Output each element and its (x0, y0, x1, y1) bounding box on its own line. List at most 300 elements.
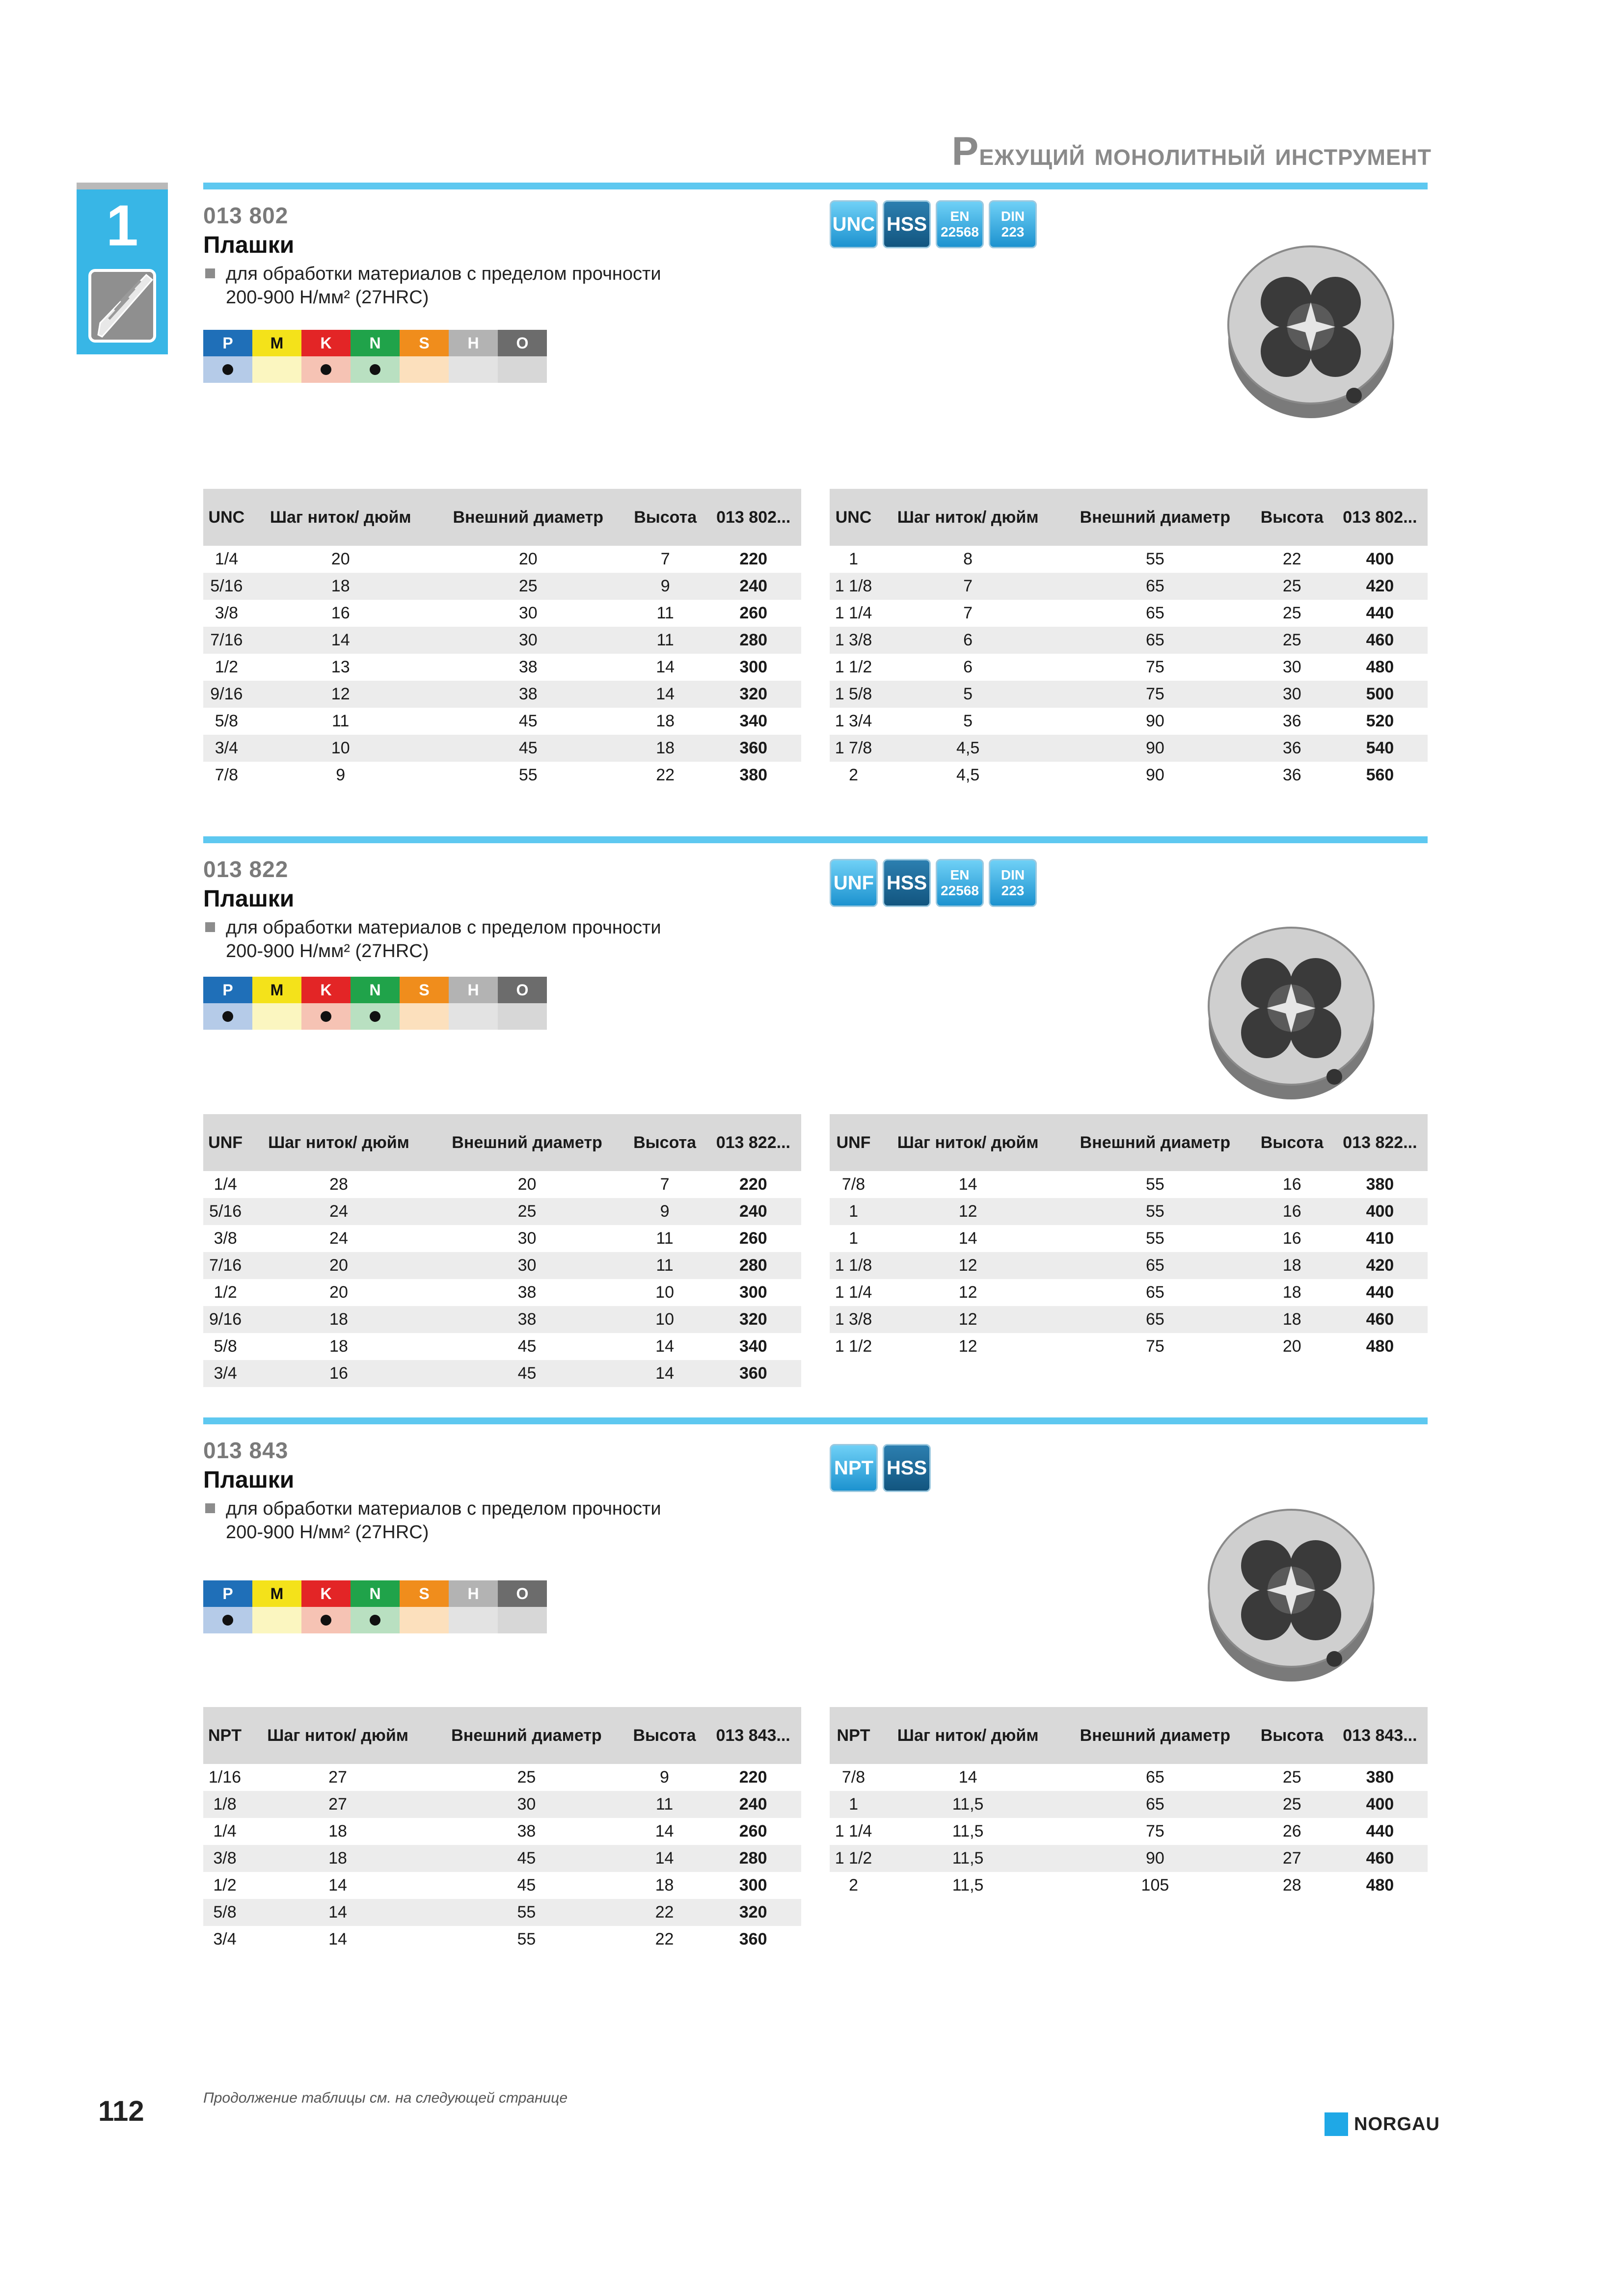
article-number-cell: 400 (1366, 550, 1394, 568)
article-number-cell: 560 (1366, 766, 1394, 784)
table-row (203, 1171, 801, 1198)
table-cell: 7/8 (841, 1768, 866, 1787)
table-cell: 55 (1146, 1229, 1164, 1248)
table-cell: 1 3/8 (830, 1306, 877, 1333)
table-cell: 38 (518, 658, 538, 676)
table-cell: 14 (624, 1845, 705, 1872)
table-cell: 1/16 (208, 1768, 242, 1787)
table-cell: 1 1/4 (835, 1283, 872, 1302)
table-cell: 7 (877, 573, 1058, 600)
brand-name: NORGAU (1354, 2113, 1440, 2135)
column-header: Внешний диаметр (432, 489, 625, 546)
table-row (203, 1252, 801, 1279)
table-cell: 1/2 (213, 1876, 237, 1895)
table-cell: 18 (625, 735, 706, 762)
table-row (203, 1306, 801, 1333)
table-cell: 1 1/2 (835, 658, 872, 676)
material-s-cell (400, 1607, 449, 1633)
table-cell: 16 (331, 604, 350, 622)
table-cell: 38 (430, 1306, 624, 1333)
material-k-cell (301, 1003, 351, 1030)
table-row (830, 1171, 1428, 1198)
table-cell: 11 (625, 627, 706, 654)
material-h-cell (449, 356, 498, 383)
article-number-cell: 420 (1332, 1252, 1428, 1279)
article-number-cell: 240 (705, 1198, 801, 1225)
table-cell: 14 (246, 1899, 429, 1926)
table-row (830, 1198, 1428, 1225)
table-cell: 12 (877, 1306, 1058, 1333)
table-cell: 36 (1282, 712, 1301, 730)
table-cell: 14 (328, 1930, 347, 1949)
table-cell: 1 1/2 (835, 1337, 872, 1356)
applicable-dot-icon (370, 364, 380, 375)
section-3-name: Плашки (203, 1467, 295, 1493)
table-cell: 55 (1146, 550, 1164, 568)
article-number-cell: 480 (1366, 1337, 1394, 1356)
table-cell: 1 1/8 (830, 573, 877, 600)
material-n-cell (351, 356, 400, 383)
article-number-cell: 360 (739, 1930, 767, 1949)
table-row (203, 1791, 801, 1818)
section-3-badges (830, 1444, 931, 1492)
table-cell: 22 (624, 1899, 705, 1926)
table-cell: 1/4 (213, 1822, 237, 1841)
column-header: Внешний диаметр (1058, 1114, 1251, 1171)
table-cell: 1 (849, 1229, 858, 1248)
material-k-header: K (301, 330, 351, 356)
table-cell: 14 (656, 658, 675, 676)
material-s-header: S (400, 1580, 449, 1607)
column-header: UNF (830, 1114, 877, 1171)
material-s-header: S (400, 977, 449, 1003)
column-header: UNF (203, 1114, 247, 1171)
article-number-cell: 340 (739, 712, 768, 730)
page-header-title: Режущий монолитный инструмент (951, 129, 1432, 174)
table-row (830, 546, 1428, 573)
table-cell: 55 (518, 766, 538, 784)
table-cell: 1/4 (214, 1175, 237, 1194)
table-cell: 20 (247, 1252, 430, 1279)
article-number-cell: 220 (739, 1768, 767, 1787)
table-cell: 65 (1146, 604, 1164, 622)
table-cell: 20 (329, 1283, 348, 1302)
column-header: Высота (1252, 1114, 1332, 1171)
badge-din: DIN 223 (989, 200, 1037, 248)
table-cell: 90 (1058, 1845, 1251, 1872)
table-cell: 18 (656, 712, 675, 730)
badge-npt: NPT (830, 1444, 878, 1492)
table-cell: 1 1/2 (830, 1845, 877, 1872)
column-header: Шаг ниток/ дюйм (877, 1114, 1058, 1171)
table-cell: 24 (329, 1229, 348, 1248)
table-cell: 1 1/4 (835, 1822, 872, 1841)
table-row (830, 735, 1428, 762)
table-cell: 12 (877, 1252, 1058, 1279)
section-1-badges (830, 200, 1037, 248)
table-cell: 12 (958, 1337, 977, 1356)
material-k-header: K (301, 1580, 351, 1607)
article-number-cell: 240 (705, 1791, 801, 1818)
table-cell: 14 (655, 1337, 674, 1356)
table-cell: 75 (1058, 681, 1251, 708)
table-cell: 12 (958, 1283, 977, 1302)
table-row (203, 654, 801, 681)
table-cell: 25 (432, 573, 625, 600)
column-header: 013 843... (1332, 1707, 1428, 1764)
table-cell: 7/8 (215, 766, 238, 784)
table-row (830, 1791, 1428, 1818)
table-row (203, 708, 801, 735)
table-cell: 9/16 (203, 681, 250, 708)
table-cell: 5/16 (203, 573, 250, 600)
section-1-name: Плашки (203, 232, 295, 258)
chapter-number: 1 (106, 193, 138, 258)
column-header: Шаг ниток/ дюйм (877, 1707, 1058, 1764)
die-product-image (1217, 229, 1404, 427)
table-cell: 11 (624, 1791, 705, 1818)
section-3-table-left (203, 1707, 801, 1953)
table-cell: 30 (432, 627, 625, 654)
table-row (203, 681, 801, 708)
table-cell: 11,5 (877, 1845, 1058, 1872)
column-header: NPT (203, 1707, 246, 1764)
table-cell: 36 (1252, 735, 1332, 762)
table-cell: 16 (247, 1360, 430, 1387)
column-header: 013 843... (705, 1707, 801, 1764)
table-cell: 45 (517, 1876, 536, 1895)
table-row (830, 1252, 1428, 1279)
table-cell: 5 (877, 681, 1058, 708)
applicable-dot-icon (321, 364, 331, 375)
table-cell: 36 (1282, 766, 1301, 784)
column-header: 013 802... (1332, 489, 1428, 546)
table-cell: 9 (624, 1198, 705, 1225)
column-header: Внешний диаметр (429, 1707, 624, 1764)
article-number-cell: 300 (739, 1876, 767, 1895)
table-cell: 25 (1252, 627, 1332, 654)
table-cell: 38 (432, 681, 625, 708)
table-cell: 27 (1252, 1845, 1332, 1872)
table-cell: 75 (1146, 658, 1164, 676)
table-cell: 55 (1146, 1175, 1164, 1194)
section-2-name: Плашки (203, 886, 295, 912)
table-cell: 65 (1058, 627, 1251, 654)
column-header: Высота (625, 489, 706, 546)
table-cell: 14 (655, 1822, 674, 1841)
material-h-header: H (449, 1580, 498, 1607)
table-cell: 25 (1282, 1768, 1301, 1787)
table-cell: 20 (331, 550, 350, 568)
article-number-cell: 320 (705, 681, 801, 708)
table-cell: 14 (958, 1768, 977, 1787)
table-cell: 90 (1146, 766, 1164, 784)
chapter-tab-stripe (77, 183, 168, 189)
table-cell: 9 (336, 766, 346, 784)
article-number-cell: 410 (1366, 1229, 1394, 1248)
table-cell: 1 5/8 (830, 681, 877, 708)
material-o-cell (498, 1003, 547, 1030)
article-number-cell: 540 (1332, 735, 1428, 762)
table-cell: 10 (624, 1306, 705, 1333)
table-cell: 22 (1282, 550, 1301, 568)
table-row (203, 627, 801, 654)
table-row (203, 1279, 801, 1306)
table-row (830, 627, 1428, 654)
table-cell: 2 (849, 1876, 858, 1895)
table-cell: 1/8 (203, 1791, 246, 1818)
table-row (203, 1899, 801, 1926)
table-cell: 18 (246, 1845, 429, 1872)
column-header: Внешний диаметр (1058, 1707, 1251, 1764)
column-header: Высота (1252, 1707, 1332, 1764)
material-p-cell (203, 1003, 252, 1030)
table-cell: 20 (1282, 1337, 1301, 1356)
table-cell: 20 (517, 1175, 537, 1194)
article-number-cell: 400 (1332, 1791, 1428, 1818)
table-cell: 3/4 (203, 735, 250, 762)
table-cell: 45 (432, 735, 625, 762)
table-cell: 14 (250, 627, 432, 654)
material-h-cell (449, 1607, 498, 1633)
table-cell: 5/16 (203, 1198, 247, 1225)
table-cell: 1 (849, 550, 858, 568)
badge-din: DIN 223 (989, 859, 1037, 907)
section-1-material-grid (203, 330, 547, 383)
table-cell: 5/8 (203, 1899, 246, 1926)
table-cell: 30 (429, 1791, 624, 1818)
table-cell: 8 (963, 550, 973, 568)
table-row (830, 708, 1428, 735)
section-1-table-left (203, 489, 801, 789)
table-row (203, 546, 801, 573)
table-cell: 3/4 (213, 1930, 237, 1949)
table-cell: 2 (849, 766, 858, 784)
table-cell: 11 (624, 1252, 705, 1279)
table-row (830, 1845, 1428, 1872)
column-header: NPT (830, 1707, 877, 1764)
article-number-cell: 260 (739, 1822, 767, 1841)
column-header: UNC (203, 489, 250, 546)
material-p-cell (203, 356, 252, 383)
article-number-cell: 460 (1332, 627, 1428, 654)
applicable-dot-icon (222, 1011, 233, 1022)
badge-unc: UNC (830, 200, 878, 248)
section-2-description: для обработки материалов с пределом прочности 200-900 Н/мм² (27HRC) (205, 916, 745, 963)
table-cell: 11,5 (952, 1876, 984, 1895)
article-number-cell: 480 (1366, 1876, 1394, 1895)
material-o-cell (498, 1607, 547, 1633)
column-header: Высота (624, 1707, 705, 1764)
material-p-cell (203, 1607, 252, 1633)
section-3-description: для обработки материалов с пределом прочности 200-900 Н/мм² (27HRC) (205, 1497, 745, 1544)
article-number-cell: 500 (1332, 681, 1428, 708)
table-cell: 28 (329, 1175, 348, 1194)
table-cell: 9 (625, 573, 706, 600)
table-cell: 1/2 (214, 1283, 237, 1302)
table-cell: 10 (250, 735, 432, 762)
material-k-cell (301, 1607, 351, 1633)
table-row (830, 1225, 1428, 1252)
table-cell: 9 (660, 1768, 669, 1787)
table-cell: 25 (1252, 573, 1332, 600)
table-row (830, 1872, 1428, 1899)
column-header: 013 802... (705, 489, 801, 546)
table-cell: 18 (250, 573, 432, 600)
table-cell: 25 (1252, 1791, 1332, 1818)
table-cell: 16 (1252, 1198, 1332, 1225)
material-n-cell (351, 1607, 400, 1633)
column-header: Шаг ниток/ дюйм (250, 489, 432, 546)
column-header: UNC (830, 489, 877, 546)
article-number-cell: 360 (705, 735, 801, 762)
table-cell: 22 (656, 766, 675, 784)
table-row (203, 573, 801, 600)
table-cell: 14 (958, 1175, 977, 1194)
material-o-header: O (498, 330, 547, 356)
material-h-cell (449, 1003, 498, 1030)
table-cell: 3/8 (215, 604, 238, 622)
table-row (203, 1764, 801, 1791)
table-cell: 22 (655, 1930, 674, 1949)
table-cell: 7/16 (203, 627, 250, 654)
table-cell: 25 (1282, 604, 1301, 622)
section-3-material-grid (203, 1580, 547, 1633)
table-cell: 9/16 (203, 1306, 247, 1333)
article-number-cell: 240 (705, 573, 801, 600)
material-p-header: P (203, 330, 252, 356)
table-cell: 7 (660, 1175, 670, 1194)
table-cell: 5 (963, 712, 973, 730)
table-cell: 30 (517, 1229, 537, 1248)
badge-hss: HSS (883, 200, 931, 248)
table-cell: 14 (625, 681, 706, 708)
material-n-header: N (351, 1580, 400, 1607)
table-cell: 65 (1058, 573, 1251, 600)
applicable-dot-icon (321, 1011, 331, 1022)
table-row (203, 762, 801, 789)
applicable-dot-icon (222, 364, 233, 375)
table-cell: 65 (1058, 1252, 1251, 1279)
table-cell: 12 (877, 1198, 1058, 1225)
table-cell: 13 (331, 658, 350, 676)
table-cell: 3/4 (203, 1360, 247, 1387)
material-k-cell (301, 356, 351, 383)
table-row (830, 600, 1428, 627)
table-row (830, 1306, 1428, 1333)
table-cell: 65 (1146, 1768, 1164, 1787)
table-row (830, 573, 1428, 600)
table-cell: 1 3/4 (835, 712, 872, 730)
table-cell: 18 (1282, 1283, 1301, 1302)
table-row (830, 762, 1428, 789)
table-cell: 4,5 (877, 735, 1058, 762)
table-cell: 6 (963, 658, 973, 676)
article-number-cell: 220 (739, 1175, 767, 1194)
die-product-image (1198, 910, 1384, 1109)
applicable-dot-icon (321, 1615, 331, 1626)
section-3-rule (203, 1417, 1428, 1424)
table-cell: 7 (963, 604, 973, 622)
article-number-cell: 380 (1366, 1768, 1394, 1787)
section-2-table-right (830, 1114, 1428, 1360)
table-cell: 7/16 (203, 1252, 247, 1279)
material-o-header: O (498, 1580, 547, 1607)
material-h-header: H (449, 977, 498, 1003)
table-cell: 38 (517, 1822, 536, 1841)
badge-hss: HSS (883, 859, 931, 907)
table-cell: 1/4 (215, 550, 238, 568)
table-cell: 14 (958, 1229, 977, 1248)
chapter-tab (77, 183, 168, 354)
section-2-material-grid (203, 977, 547, 1030)
table-cell: 55 (517, 1930, 536, 1949)
bullet-icon (205, 1503, 215, 1513)
table-cell: 30 (1252, 681, 1332, 708)
table-cell: 45 (430, 1360, 624, 1387)
article-number-cell: 320 (705, 1899, 801, 1926)
table-cell: 65 (1146, 1283, 1164, 1302)
column-header: 013 822... (1332, 1114, 1428, 1171)
table-cell: 3/8 (214, 1229, 237, 1248)
material-n-header: N (351, 977, 400, 1003)
article-number-cell: 300 (739, 1283, 767, 1302)
table-row (203, 1845, 801, 1872)
article-number-cell: 460 (1332, 1306, 1428, 1333)
article-number-cell: 520 (1366, 712, 1394, 730)
table-cell: 18 (328, 1822, 347, 1841)
table-cell: 1 (830, 1791, 877, 1818)
table-cell: 5/8 (215, 712, 238, 730)
table-cell: 11,5 (877, 1791, 1058, 1818)
article-number-cell: 380 (739, 766, 768, 784)
section-2-rule (203, 836, 1428, 843)
column-header: Шаг ниток/ дюйм (247, 1114, 430, 1171)
table-cell: 1 1/4 (835, 604, 872, 622)
table-row (203, 1360, 801, 1387)
table-row (203, 1198, 801, 1225)
table-row (830, 1279, 1428, 1306)
table-cell: 105 (1141, 1876, 1169, 1895)
table-cell: 65 (1058, 1791, 1251, 1818)
article-number-cell: 360 (705, 1360, 801, 1387)
section-2-code: 013 822 (203, 856, 289, 882)
column-header: Шаг ниток/ дюйм (246, 1707, 429, 1764)
table-cell: 25 (517, 1768, 536, 1787)
table-cell: 16 (1282, 1229, 1301, 1248)
brand-logo (1325, 2112, 1440, 2136)
section-3-code: 013 843 (203, 1438, 289, 1463)
material-p-header: P (203, 1580, 252, 1607)
table-cell: 90 (1146, 712, 1164, 730)
table-cell: 1/2 (215, 658, 238, 676)
table-cell: 75 (1146, 1337, 1164, 1356)
table-cell: 18 (329, 1337, 348, 1356)
badge-en: EN 22568 (936, 200, 984, 248)
table-cell: 10 (655, 1283, 674, 1302)
article-number-cell: 300 (739, 658, 768, 676)
table-cell: 18 (1252, 1306, 1332, 1333)
table-cell: 1 (830, 1198, 877, 1225)
table-row (203, 735, 801, 762)
material-o-cell (498, 356, 547, 383)
table-row (203, 1333, 801, 1360)
table-cell: 11,5 (952, 1822, 984, 1841)
table-cell: 3/8 (203, 1845, 246, 1872)
badge-unf: UNF (830, 859, 878, 907)
section-2-table-left (203, 1114, 801, 1387)
material-s-cell (400, 356, 449, 383)
